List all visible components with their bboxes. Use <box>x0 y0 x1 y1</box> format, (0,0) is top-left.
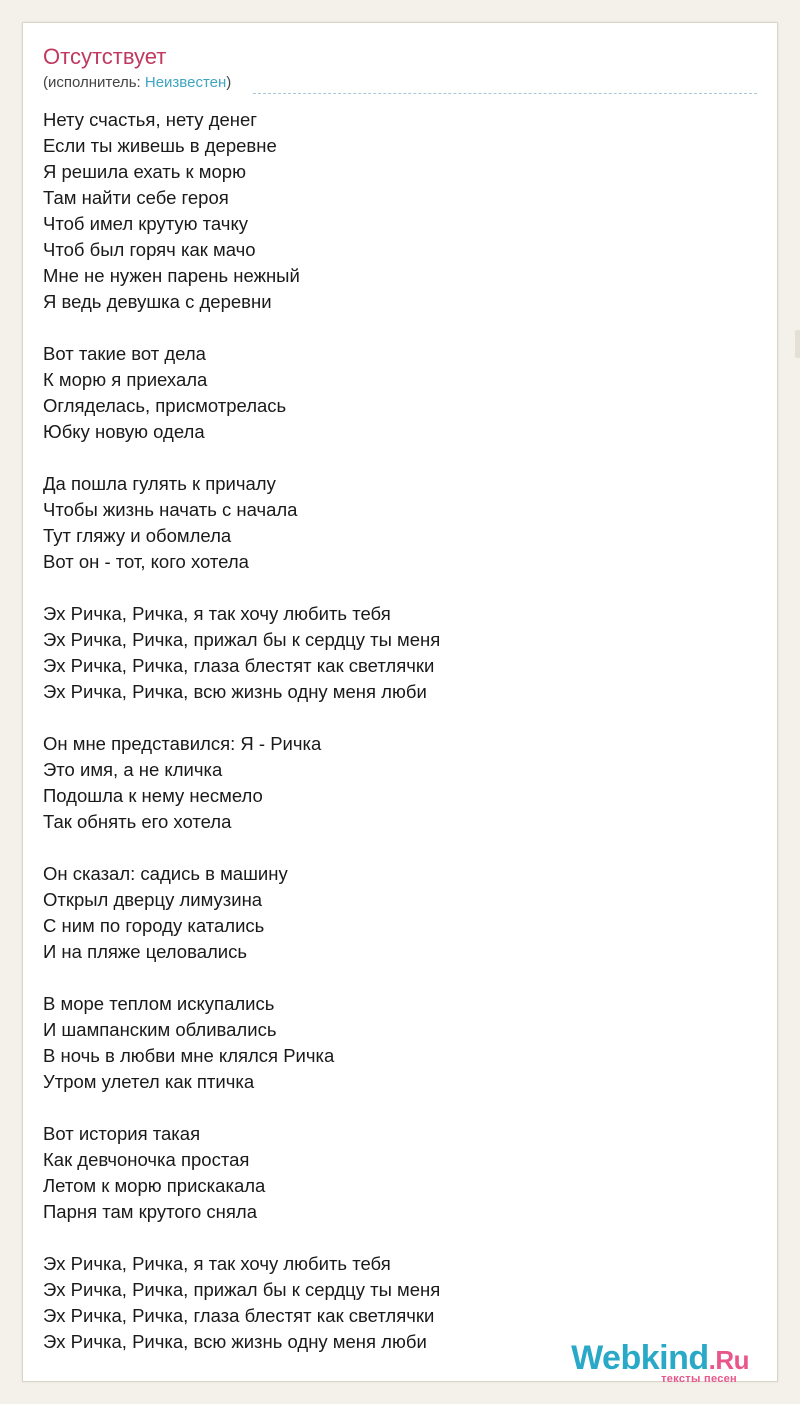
lyric-line: Там найти себе героя <box>43 187 229 208</box>
logo-main-text: Webkind <box>571 1339 709 1377</box>
lyric-line: Так обнять его хотела <box>43 811 232 832</box>
header-divider <box>253 93 757 94</box>
lyric-line: Эх Ричка, Ричка, всю жизнь одну меня люби <box>43 1331 427 1352</box>
lyric-line: Чтоб имел крутую тачку <box>43 213 248 234</box>
artist-line <box>43 73 231 93</box>
stanza <box>43 341 743 445</box>
logo-tagline: тексты песен <box>661 1373 737 1385</box>
lyric-line: Огляделась, присмотрелась <box>43 395 287 416</box>
stanza <box>43 861 743 965</box>
stanza <box>43 731 743 835</box>
lyric-line: Парня там крутого сняла <box>43 1201 257 1222</box>
lyric-line: Вот история такая <box>43 1123 201 1144</box>
lyric-line: И на пляже целовались <box>43 941 247 962</box>
lyric-line: Он сказал: садись в машину <box>43 863 288 884</box>
artist-link[interactable]: Неизвестен <box>144 74 227 91</box>
lyric-line: Чтобы жизнь начать с начала <box>43 499 298 520</box>
lyric-line: Чтоб был горяч как мачо <box>43 239 256 260</box>
stanza <box>43 991 743 1095</box>
lyric-line: В ночь в любви мне клялся Ричка <box>43 1045 335 1066</box>
lyric-line: Эх Ричка, Ричка, прижал бы к сердцу ты меня <box>43 629 441 650</box>
lyric-line: Это имя, а не кличка <box>43 759 223 780</box>
lyric-line: Подошла к нему несмело <box>43 785 263 806</box>
lyric-line: К морю я приехала <box>43 369 208 390</box>
lyrics-body <box>43 107 743 1381</box>
stanza <box>43 471 743 575</box>
lyric-line: Нету счастья, нету денег <box>43 109 258 130</box>
stanza <box>43 107 743 315</box>
stanza <box>43 601 743 705</box>
logo-tld: .Ru <box>708 1345 749 1375</box>
lyric-line: Юбку новую одела <box>43 421 205 442</box>
artist-prefix: (исполнитель: <box>43 74 145 91</box>
lyric-line: Вот такие вот дела <box>43 343 206 364</box>
lyric-line: Эх Ричка, Ричка, я так хочу любить тебя <box>43 1253 391 1274</box>
artist-suffix: ) <box>226 74 232 91</box>
lyrics-card <box>22 22 778 1385</box>
lyric-line: Эх Ричка, Ричка, я так хочу любить тебя <box>43 603 391 624</box>
lyric-line: Летом к морю прискакала <box>43 1175 266 1196</box>
lyric-line: Утром улетел как птичка <box>43 1071 255 1092</box>
lyric-line: Да пошла гулять к причалу <box>43 473 276 494</box>
lyric-line: Эх Ричка, Ричка, глаза блестят как светлячки <box>43 1305 435 1326</box>
stanza <box>43 1121 743 1225</box>
lyric-line: Эх Ричка, Ричка, всю жизнь одну меня люби <box>43 681 427 702</box>
lyric-line: Тут гляжу и обомлела <box>43 525 232 546</box>
lyric-line: Я решила ехать к морю <box>43 161 246 182</box>
site-logo[interactable] <box>559 1339 749 1383</box>
song-title: Отсутствует <box>43 44 167 69</box>
lyric-line: Открыл дверцу лимузина <box>43 889 263 910</box>
lyric-line: Эх Ричка, Ричка, глаза блестят как светлячки <box>43 655 435 676</box>
lyric-line: И шампанским обливались <box>43 1019 277 1040</box>
lyric-line: Мне не нужен парень нежный <box>43 265 300 286</box>
lyric-line: Вот он - тот, кого хотела <box>43 551 249 572</box>
lyric-line: Если ты живешь в деревне <box>43 135 277 156</box>
lyric-line: С ним по городу катались <box>43 915 265 936</box>
lyric-line: Эх Ричка, Ричка, прижал бы к сердцу ты меня <box>43 1279 441 1300</box>
lyric-line: В море теплом искупались <box>43 993 275 1014</box>
lyric-line: Я ведь девушка с деревни <box>43 291 272 312</box>
lyric-line: Как девчоночка простая <box>43 1149 250 1170</box>
scroll-edge-marker <box>795 330 800 358</box>
lyric-line: Он мне представился: Я - Ричка <box>43 733 322 754</box>
